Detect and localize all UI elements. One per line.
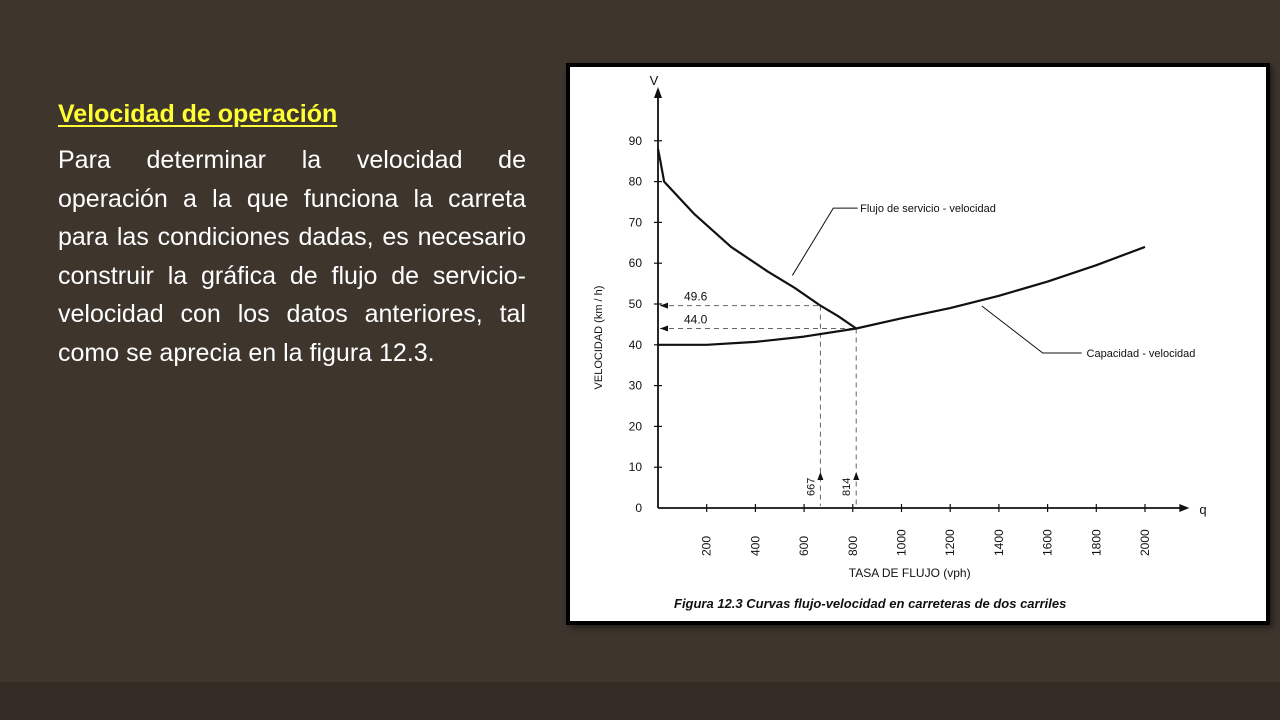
y-tick-label: 20: [628, 419, 642, 434]
x-marker-label: 667: [805, 477, 818, 496]
figure-caption: [674, 596, 1066, 611]
series-label: Flujo de servicio - velocidad: [860, 203, 996, 216]
leader-line: [982, 306, 1082, 353]
y-axis-title: VELOCIDAD (km / h): [593, 285, 605, 390]
reference-arrow-up: [853, 472, 859, 480]
caption-label: Figura 12.3: [674, 596, 747, 611]
y-axis-arrow: [654, 87, 662, 98]
series-label: Capacidad - velocidad: [1086, 347, 1196, 360]
x-tick-label: 2000: [1138, 529, 1152, 556]
x-tick-label: 800: [845, 535, 860, 556]
y-tick-label: 30: [628, 378, 642, 393]
x-tick-label: 1400: [991, 529, 1006, 556]
slide-paragraph: Para determinar la velocidad de operación a la que funciona la carreta para las condiciones dadas, es necesario construir la gráfica de flujo de servicio-velocidad con los datos anteriores, tal como se aprecia en la figura 12.3.: [58, 146, 526, 367]
y-tick-label: 90: [628, 133, 642, 148]
annotation-label: 44.0: [684, 312, 708, 327]
annotation-label: 49.6: [684, 289, 708, 304]
y-tick-label: 50: [628, 297, 642, 311]
reference-arrow-up: [817, 472, 823, 480]
x-tick-label: 200: [699, 535, 714, 556]
y-tick-label: 80: [628, 174, 642, 189]
y-tick-label: 70: [628, 215, 642, 230]
footer-band: [0, 682, 1280, 720]
x-axis-title: TASA DE FLUJO (vph): [848, 566, 971, 580]
reference-arrow-left: [660, 325, 668, 331]
x-tick-label: 1600: [1040, 529, 1055, 556]
chart-figure: [566, 63, 1270, 625]
x-axis-arrow: [1179, 504, 1189, 512]
y-axis-symbol: V: [649, 73, 659, 88]
slide-heading: Velocidad de operación: [58, 100, 338, 128]
y-tick-label: 10: [628, 460, 642, 475]
y-tick-label: 40: [628, 337, 642, 352]
series-line: [658, 247, 1145, 345]
x-tick-label: 1200: [943, 529, 958, 556]
flow-speed-chart: [570, 67, 1266, 621]
caption-text: Curvas flujo-velocidad en carreteras de dos carriles: [746, 596, 1067, 611]
x-tick-label: 1800: [1089, 529, 1104, 556]
x-tick-label: 600: [797, 535, 812, 556]
y-tick-label: 60: [628, 256, 642, 271]
x-axis-symbol: q: [1199, 502, 1207, 517]
text-block: [58, 100, 526, 372]
x-marker-label: 814: [841, 477, 854, 496]
leader-line: [792, 208, 857, 275]
x-tick-label: 1000: [894, 529, 909, 556]
y-tick-label: 0: [635, 501, 642, 515]
x-tick-label: 400: [748, 535, 763, 556]
